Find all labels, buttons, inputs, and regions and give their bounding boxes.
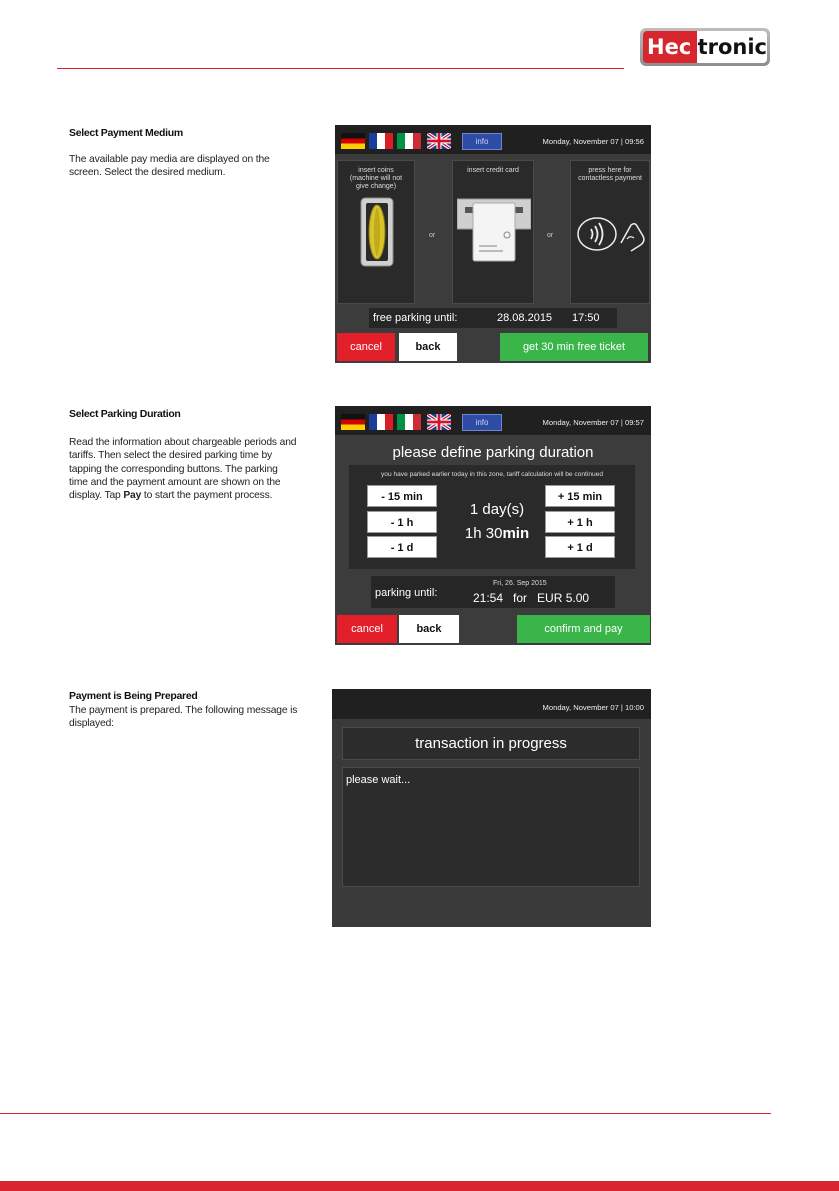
duration-heading: please define parking duration [392, 444, 594, 461]
screen-date: Monday, November 07 | 09:57 [542, 418, 644, 427]
parking-until-date: Fri, 26. Sep 2015 [493, 580, 547, 587]
free-ticket-button[interactable]: get 30 min free ticket [500, 333, 648, 361]
confirm-and-pay-button[interactable]: confirm and pay [517, 615, 650, 643]
cancel-button[interactable]: cancel [337, 333, 395, 361]
italian-flag-icon[interactable] [397, 133, 421, 149]
duration-body-line-1: Read the information about chargeable periods and [69, 437, 297, 448]
parking-until-bar [371, 576, 615, 608]
parking-duration-screen [335, 406, 651, 645]
coin-slot-icon [360, 197, 394, 267]
back-button[interactable]: back [399, 333, 457, 361]
footer-divider [0, 1113, 771, 1114]
section-title-payment-prepared: Payment is Being Prepared [69, 690, 198, 702]
message-panel [342, 767, 640, 887]
duration-body-line-5: display. Tap [69, 490, 124, 502]
duration-body-line-3: tapping the corresponding buttons. The parking [69, 463, 278, 475]
german-flag-icon[interactable] [341, 414, 365, 430]
duration-hours-minutes [445, 525, 549, 542]
minus-1-d-button[interactable]: - 1 d [367, 536, 437, 558]
info-button[interactable]: info [462, 414, 502, 431]
free-parking-bar [369, 308, 617, 328]
section-title-parking-duration: Select Parking Duration [69, 408, 181, 420]
insert-coins-panel[interactable] [337, 160, 415, 304]
payment-medium-screen [335, 125, 651, 363]
transaction-screen [332, 689, 651, 927]
french-flag-icon[interactable] [369, 414, 393, 430]
section-body-payment-medium: The available pay media are displayed on the screen. Select the desired medium. [69, 154, 270, 179]
section-body-payment-prepared: The payment is prepared. The following message is displayed: [69, 705, 298, 730]
back-button[interactable]: back [399, 615, 459, 643]
contactless-icon [575, 213, 647, 255]
info-button[interactable]: info [462, 133, 502, 150]
duration-body-line-5-end: to start the payment process. [141, 490, 273, 502]
italian-flag-icon[interactable] [397, 414, 421, 430]
coins-label-3: give change) [355, 183, 397, 190]
uk-flag-icon[interactable] [427, 133, 451, 149]
logo-part-red: Hec [643, 31, 697, 63]
coins-label-1: insert coins [358, 167, 394, 174]
card-label: insert credit card [467, 167, 519, 174]
coins-label-2: (machine will not [349, 175, 403, 182]
or-separator-2: or [547, 232, 554, 239]
german-flag-icon[interactable] [341, 133, 365, 149]
duration-body-line-4: time and the payment amount are shown on the [69, 476, 281, 488]
transaction-heading: transaction in progress [342, 727, 640, 760]
plus-1-d-button[interactable]: + 1 d [545, 536, 615, 558]
free-parking-time: 17:50 [572, 312, 600, 324]
contactless-panel[interactable] [570, 160, 650, 304]
screen-date: Monday, November 07 | 09:56 [542, 137, 644, 146]
credit-card-icon [457, 195, 531, 265]
duration-hm-value: 1h 30 [464, 525, 503, 542]
please-wait-message: please wait... [346, 774, 411, 786]
cancel-button[interactable]: cancel [337, 615, 397, 643]
insert-card-panel[interactable] [452, 160, 534, 304]
section-body-parking-duration [69, 436, 329, 502]
contactless-label-1: press here for [588, 167, 632, 174]
duration-hm-unit: min [502, 525, 530, 542]
uk-flag-icon[interactable] [427, 414, 451, 430]
tariff-notice: you have parked earlier today in this zone, tariff calculation will be continued [381, 471, 603, 478]
parking-until-time-amount: 21:54 for EUR 5.00 [473, 591, 590, 605]
duration-days: 1 day(s) [469, 501, 525, 518]
free-parking-label: free parking until: [373, 312, 458, 324]
minus-1-h-button[interactable]: - 1 h [367, 511, 437, 533]
minus-15-min-button[interactable]: - 15 min [367, 485, 437, 507]
footer-red-band [0, 1181, 839, 1191]
or-separator-1: or [429, 232, 436, 239]
section-title-payment-medium: Select Payment Medium [69, 127, 183, 139]
plus-1-h-button[interactable]: + 1 h [545, 511, 615, 533]
logo-part-white: tronic [697, 31, 767, 63]
french-flag-icon[interactable] [369, 133, 393, 149]
screen-date: Monday, November 07 | 10:00 [542, 703, 644, 712]
header-divider [57, 68, 624, 69]
free-parking-date: 28.08.2015 [497, 312, 553, 324]
contactless-label-2: contactless payment [578, 175, 642, 182]
duration-panel [349, 465, 635, 569]
pay-keyword: Pay [123, 490, 142, 502]
parking-until-label: parking until: [375, 587, 438, 599]
duration-body-line-2: tariffs. Then select the desired parking time by [69, 450, 273, 462]
plus-15-min-button[interactable]: + 15 min [545, 485, 615, 507]
hectronic-logo [640, 28, 770, 66]
